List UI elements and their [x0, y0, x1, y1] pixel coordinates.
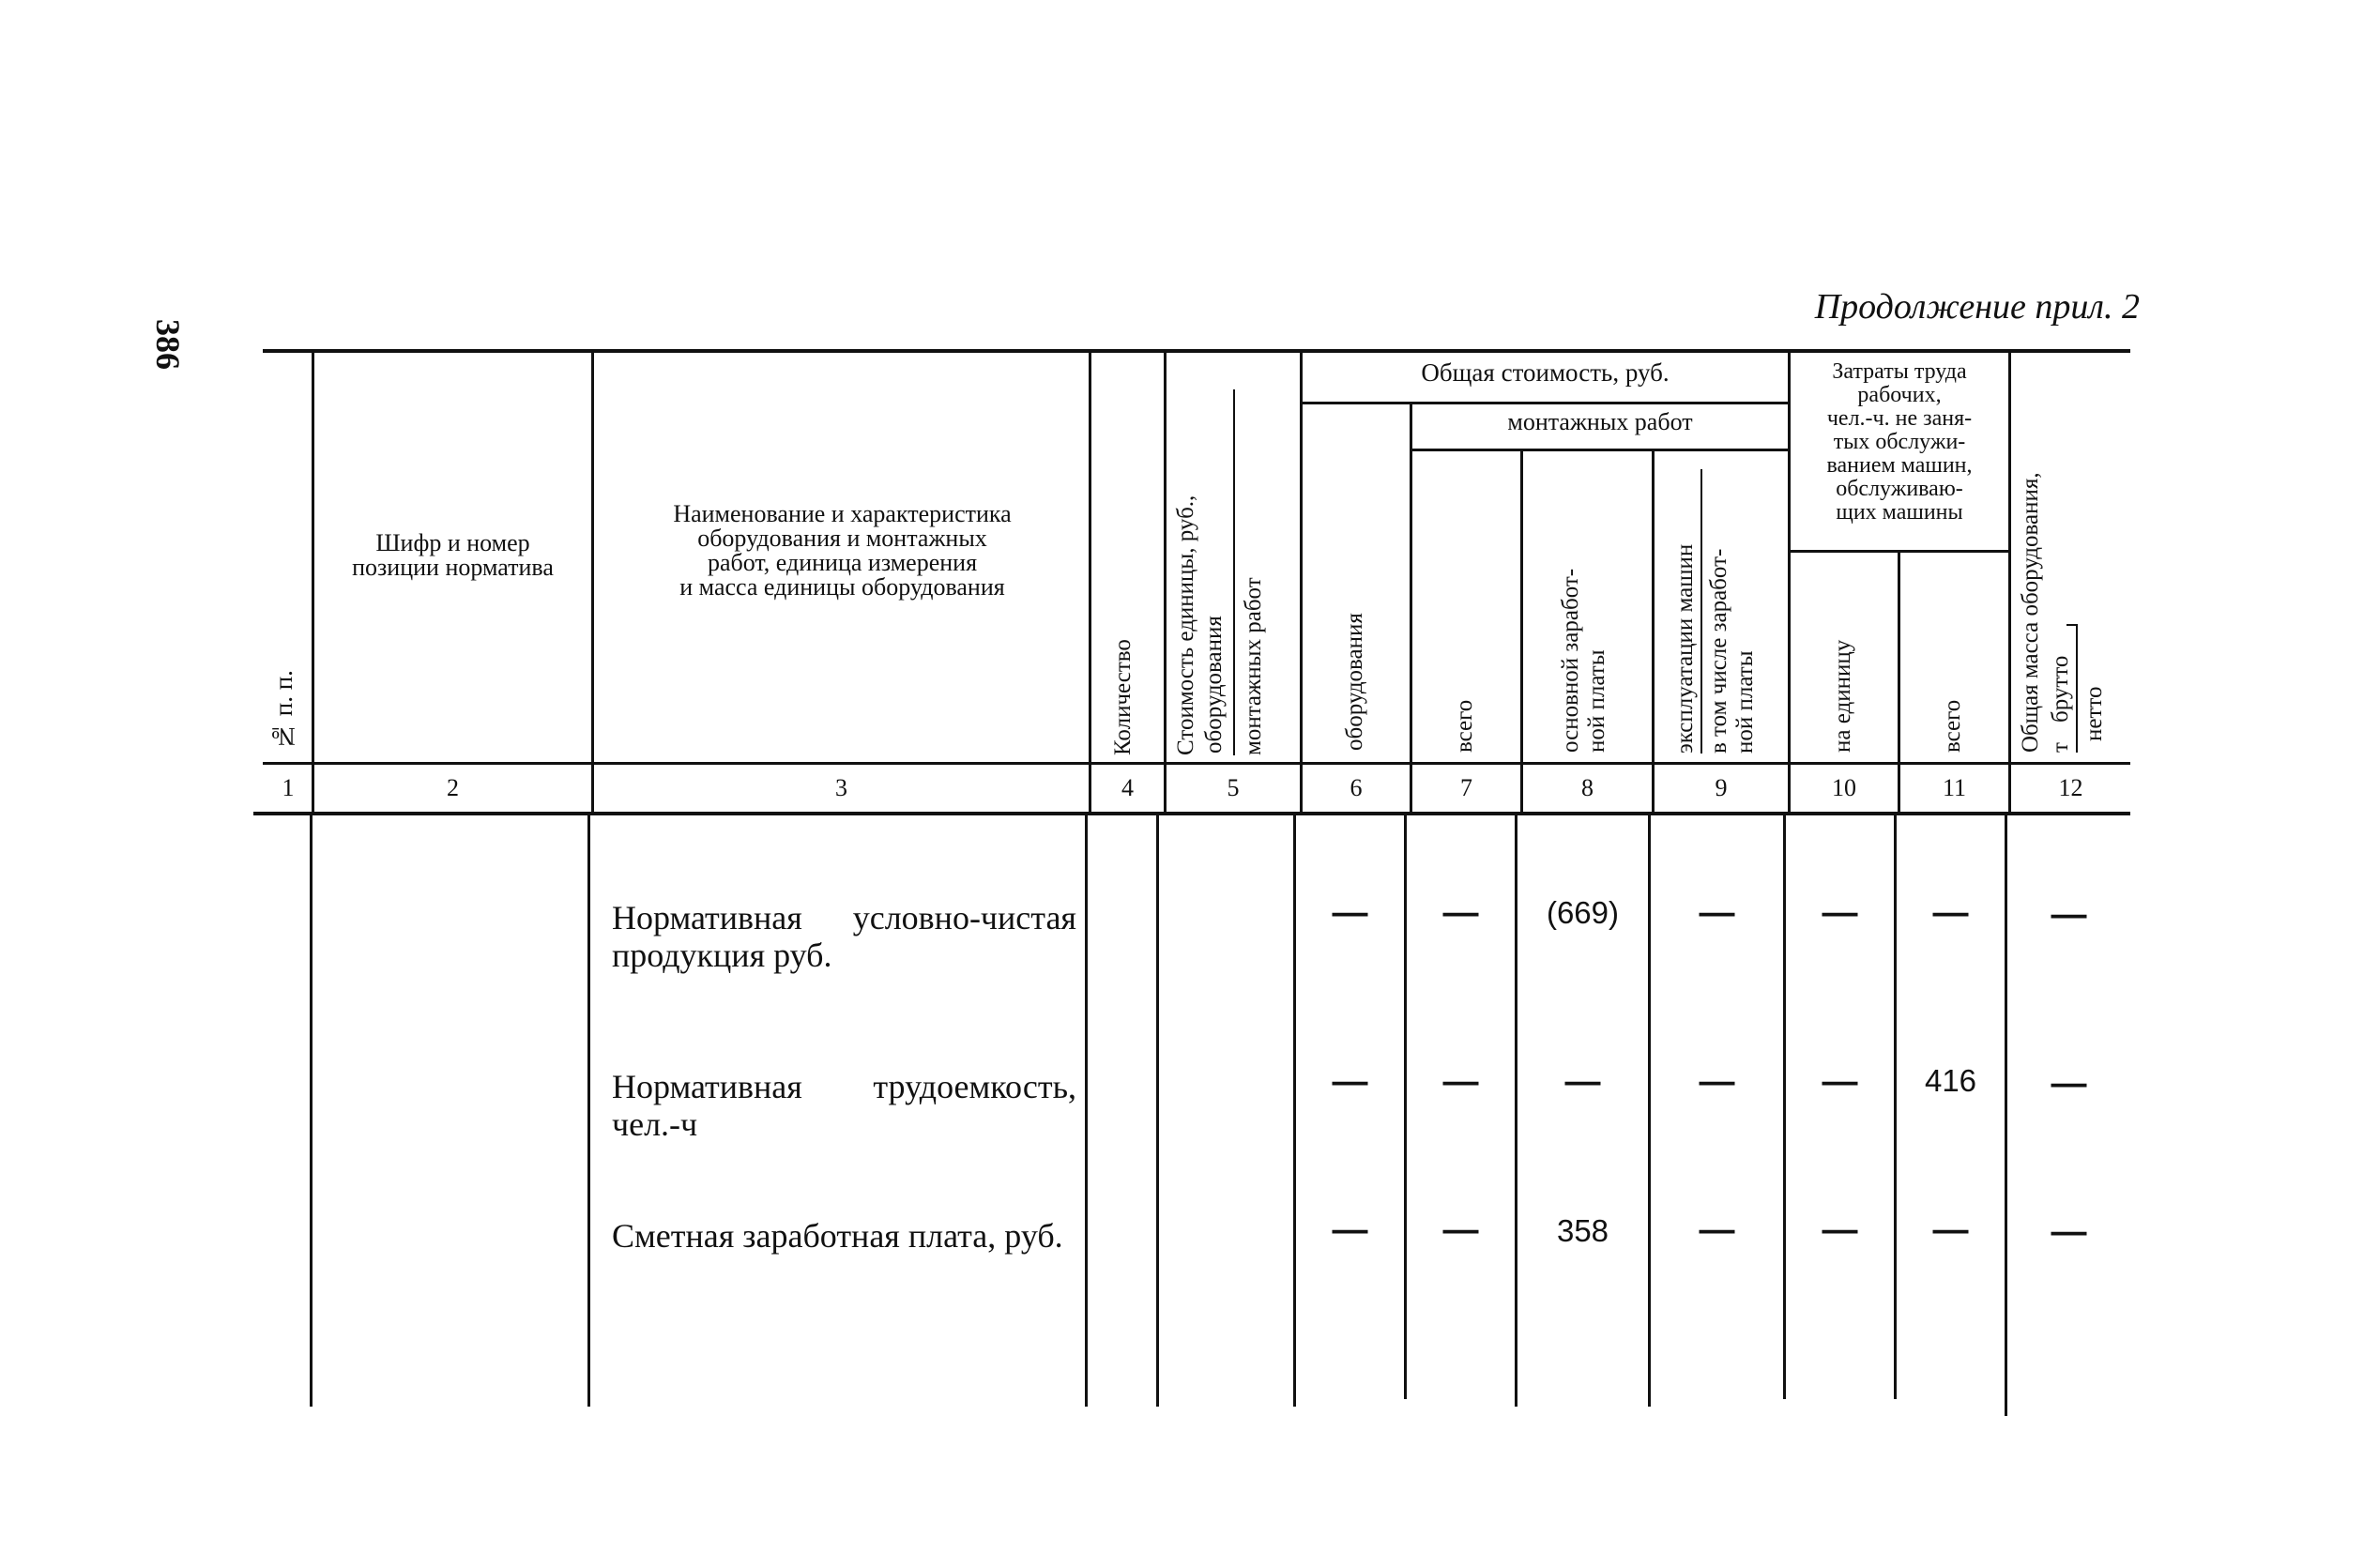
column-number: 4 [1121, 774, 1134, 801]
column-number: 5 [1227, 774, 1240, 801]
row-label: Нормативная трудоемкость, чел.-ч [612, 1068, 1076, 1143]
column-number: 11 [1942, 774, 1967, 801]
row-label: Нормативная условно-чистая продукция руб. [612, 899, 1076, 974]
header-mass-unit: т [2048, 742, 2073, 753]
row-value-labor-total: 416 [1924, 1063, 1977, 1098]
row-value-total: — [1442, 1062, 1479, 1102]
header-total-cost: Общая стоимость, руб. [1421, 358, 1670, 387]
header-mass-net: нетто [2082, 686, 2107, 741]
column-number: 7 [1460, 774, 1472, 801]
row-value-labor-unit: — [1822, 893, 1858, 933]
row-value-labor-unit: — [1822, 1062, 1858, 1102]
row-value-labor-unit: — [1822, 1210, 1858, 1250]
header-labor-costs: Затраты труда рабочих, чел.-ч. не заня- тых обслужи- ванием машин, обслуживаю- щих машины [1826, 359, 1973, 525]
header-labor-total: всего [1940, 699, 1965, 753]
row-label: Сметная заработная плата, руб. [612, 1217, 1063, 1255]
header-code: Шифр и номер позиции норматива [352, 529, 554, 581]
row-value-mass: — [2051, 1212, 2087, 1252]
row-value-total: — [1442, 893, 1479, 933]
header-machine-operation: эксплуатации машин [1672, 543, 1698, 754]
header-total-all: всего [1452, 699, 1477, 753]
column-number: 9 [1715, 774, 1728, 801]
row-value-labor-total: — [1932, 893, 1969, 933]
row-value-base-salary: — [1564, 1062, 1601, 1102]
row-value-equipment: — [1332, 893, 1368, 933]
column-number: 12 [2058, 774, 2083, 801]
row-value-equipment: — [1332, 1062, 1368, 1102]
page-number: 386 [149, 319, 187, 370]
row-value-machines: — [1699, 893, 1735, 933]
row-value-mass: — [2051, 1064, 2087, 1104]
column-number: 2 [447, 774, 459, 801]
row-value-machines: — [1699, 1210, 1735, 1250]
header-labor-per-unit: на единицу [1830, 639, 1855, 753]
row-value-base-salary: (669) [1546, 895, 1620, 930]
row-value-machines: — [1699, 1062, 1735, 1102]
row-value-equipment: — [1332, 1210, 1368, 1250]
header-unit-cost-equipment: оборудования [1201, 616, 1227, 754]
header-name: Наименование и характеристика оборудования и монтажных работ, единица измерения и масса единицы оборудования [673, 500, 1012, 601]
header-base-salary: основной заработ- ной платы [1558, 568, 1609, 753]
header-total-mass: Общая масса оборудования, [2018, 472, 2043, 753]
header-row-number: № п. п. [269, 670, 297, 751]
column-number: 8 [1581, 774, 1594, 801]
header-machine-salary: в том числе заработ- ной платы [1706, 548, 1758, 754]
header-unit-cost: Стоимость единицы, руб., [1173, 495, 1198, 755]
header-quantity: Количество [1110, 639, 1136, 755]
column-number: 10 [1832, 774, 1856, 801]
row-value-base-salary: 358 [1556, 1213, 1609, 1248]
header-unit-cost-mounting: монтажных работ [1241, 577, 1266, 755]
row-value-mass: — [2051, 895, 2087, 935]
header-mounting-works: монтажных работ [1507, 408, 1693, 435]
row-value-total: — [1442, 1210, 1479, 1250]
column-number: 6 [1350, 774, 1363, 801]
continuation-caption: Продолжение прил. 2 [1814, 287, 2140, 327]
column-number: 1 [282, 774, 295, 801]
header-mass-gross: брутто [2048, 655, 2073, 723]
column-number: 3 [835, 774, 847, 801]
header-total-equipment: оборудования [1342, 613, 1367, 751]
row-value-labor-total: — [1932, 1210, 1969, 1250]
